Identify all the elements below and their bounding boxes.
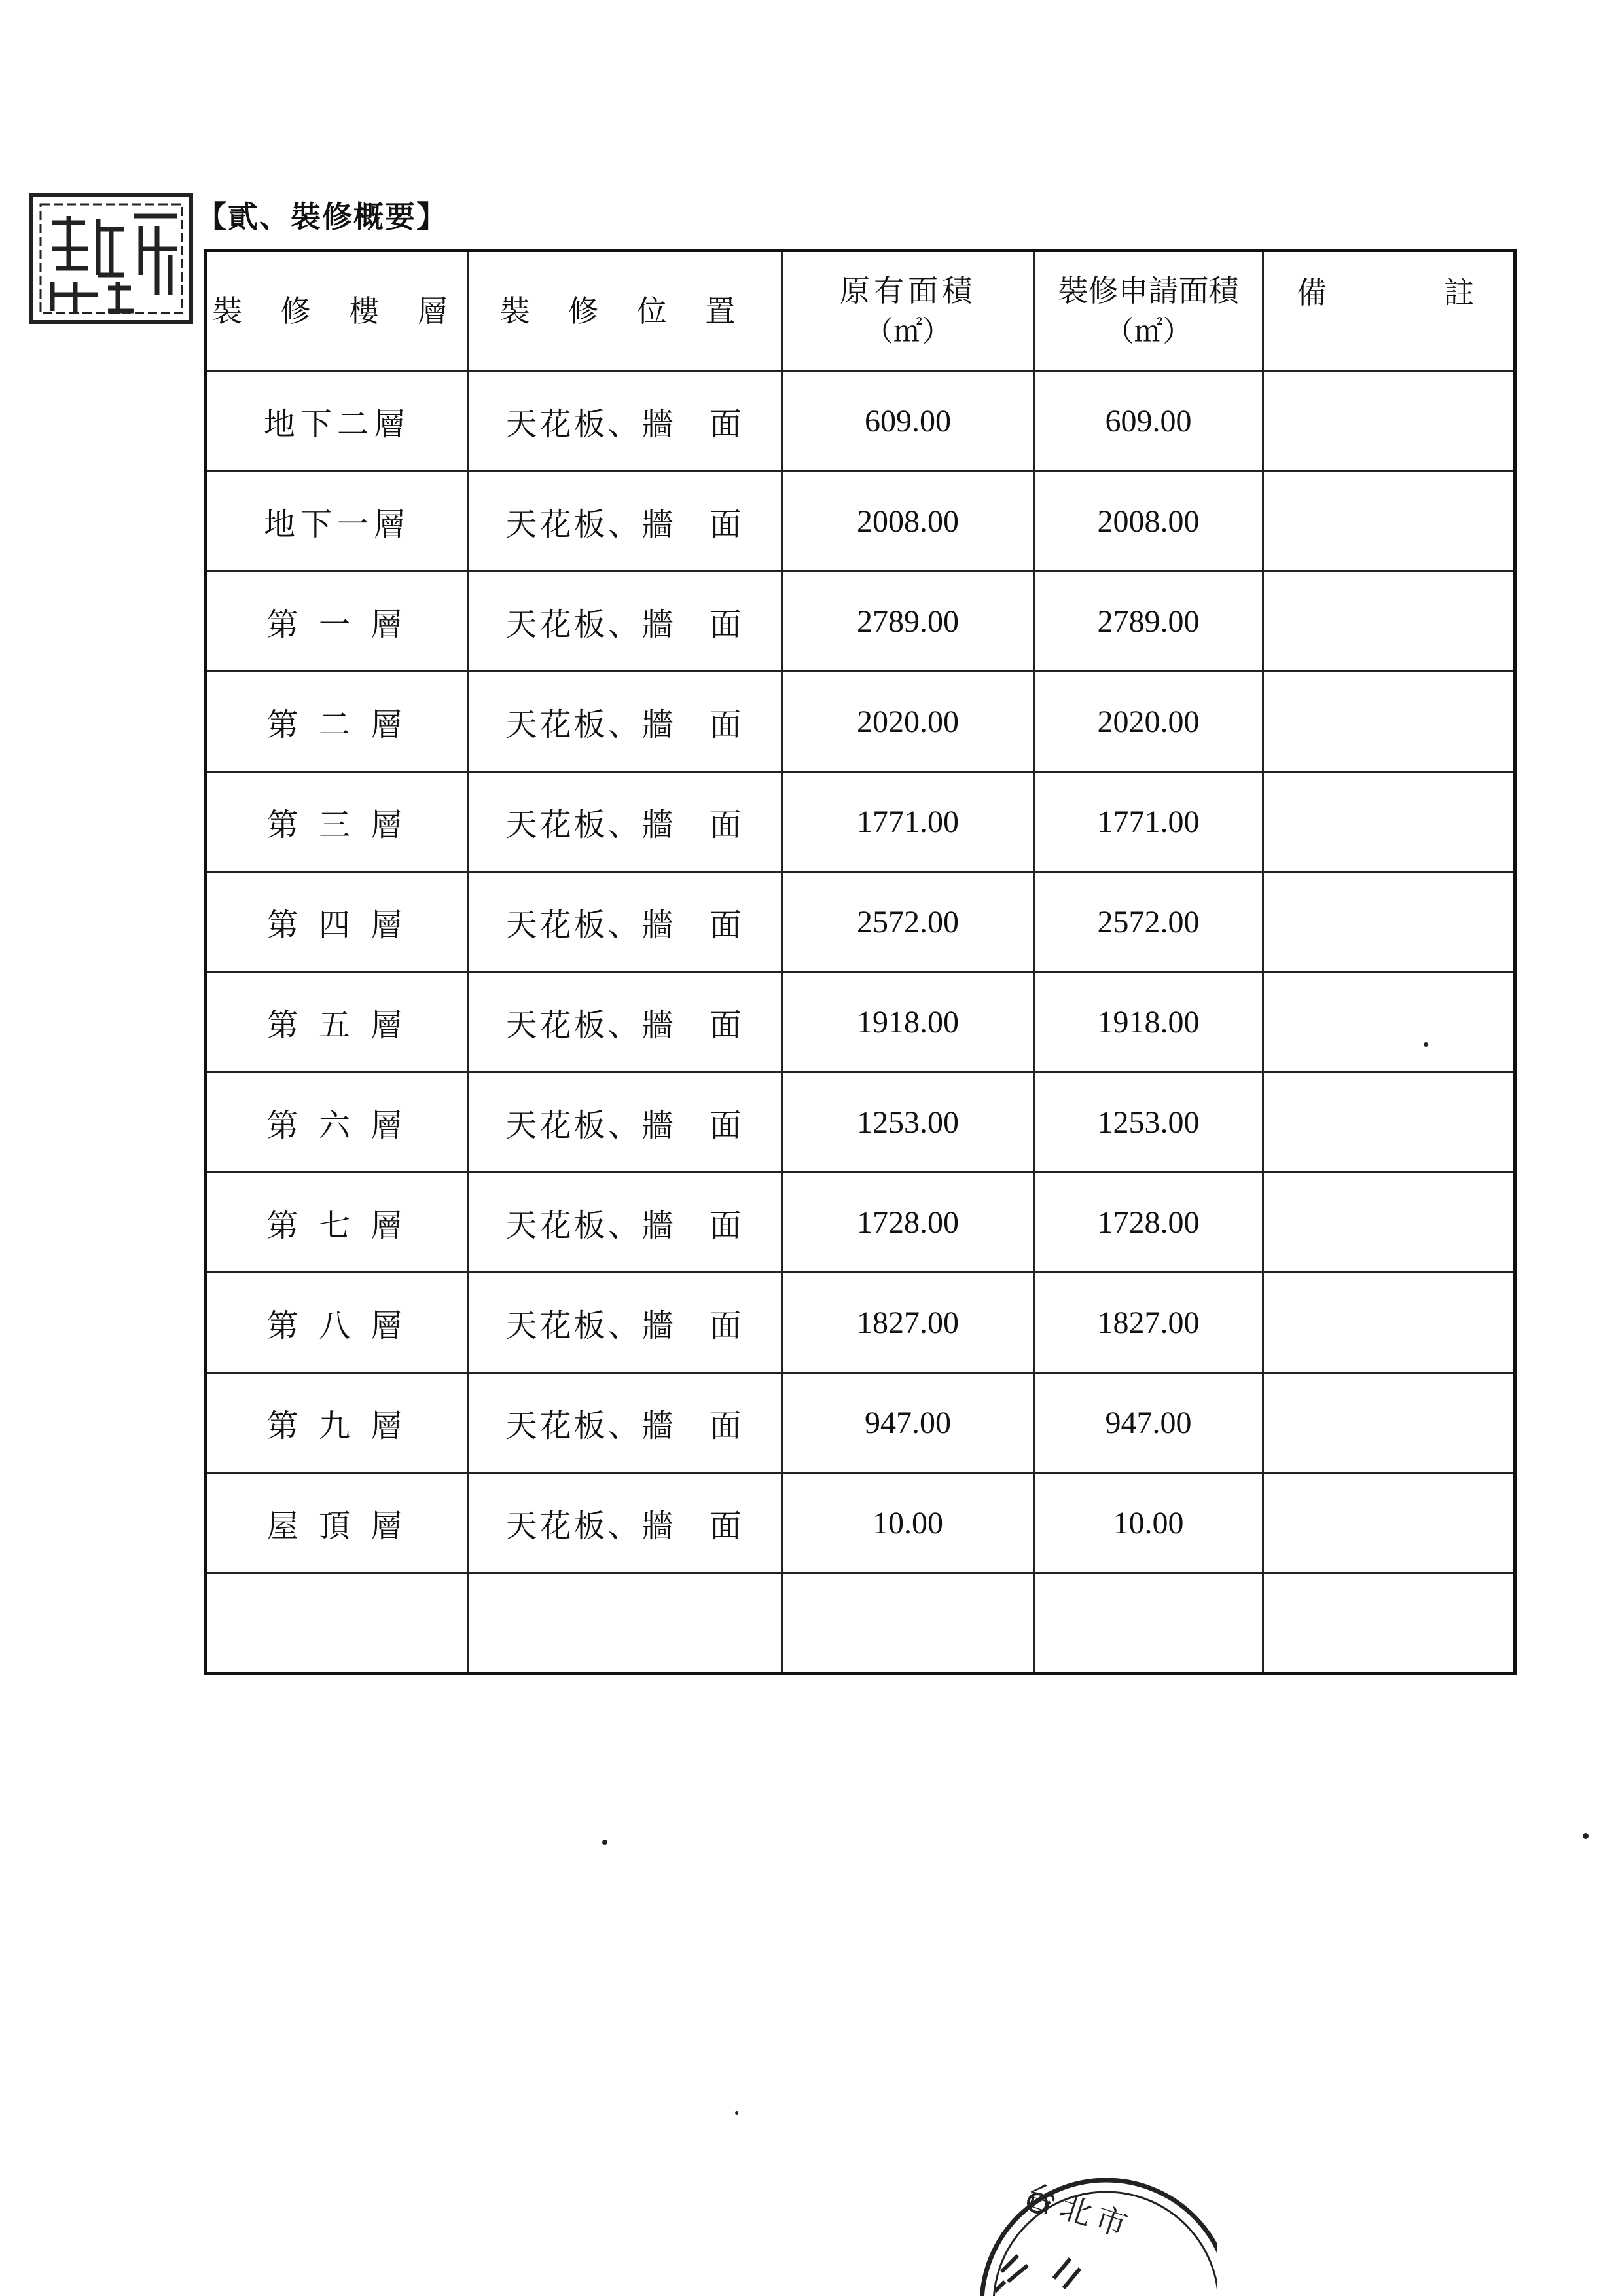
requested-area-cell: 609.00 bbox=[1034, 371, 1263, 471]
position-cell: 天花板、牆 面 bbox=[468, 672, 782, 772]
table-header-row bbox=[206, 251, 1515, 371]
scan-speck bbox=[602, 1840, 607, 1845]
scan-speck bbox=[1583, 1833, 1589, 1839]
position-cell: 天花板、牆 面 bbox=[468, 772, 782, 872]
table-row bbox=[206, 471, 1515, 572]
floor-cell: 第 五 層 bbox=[206, 972, 468, 1072]
position-cell: 天花板、牆 面 bbox=[468, 471, 782, 572]
note-cell bbox=[1263, 972, 1515, 1072]
original-area-cell: 1771.00 bbox=[782, 772, 1034, 872]
original-area-cell: 2008.00 bbox=[782, 471, 1034, 572]
scan-speck bbox=[1424, 1042, 1428, 1047]
position-cell bbox=[468, 1573, 782, 1674]
requested-area-cell: 2020.00 bbox=[1034, 672, 1263, 772]
original-area-cell: 1728.00 bbox=[782, 1173, 1034, 1273]
note-cell bbox=[1263, 1573, 1515, 1674]
position-cell: 天花板、牆 面 bbox=[468, 1173, 782, 1273]
table-row bbox=[206, 1373, 1515, 1473]
requested-area-cell: 1728.00 bbox=[1034, 1173, 1263, 1273]
floor-cell: 第 九 層 bbox=[206, 1373, 468, 1473]
header-position bbox=[468, 251, 782, 371]
position-cell: 天花板、牆 面 bbox=[468, 872, 782, 972]
floor-cell: 第 四 層 bbox=[206, 872, 468, 972]
table-row bbox=[206, 772, 1515, 872]
original-area-cell: 1918.00 bbox=[782, 972, 1034, 1072]
table-body bbox=[206, 371, 1515, 1674]
floor-cell: 第 六 層 bbox=[206, 1072, 468, 1173]
original-area-cell: 10.00 bbox=[782, 1473, 1034, 1573]
position-cell: 天花板、牆 面 bbox=[468, 572, 782, 672]
note-cell bbox=[1263, 1072, 1515, 1173]
header-original-area bbox=[782, 251, 1034, 371]
floor-cell: 第 二 層 bbox=[206, 672, 468, 772]
note-cell bbox=[1263, 772, 1515, 872]
requested-area-cell: 10.00 bbox=[1034, 1473, 1263, 1573]
original-area-cell: 2572.00 bbox=[782, 872, 1034, 972]
table-row bbox=[206, 1273, 1515, 1373]
note-cell bbox=[1263, 1273, 1515, 1373]
floor-cell bbox=[206, 1573, 468, 1674]
header-requested-area bbox=[1034, 251, 1263, 371]
note-cell bbox=[1263, 572, 1515, 672]
original-area-cell: 609.00 bbox=[782, 371, 1034, 471]
original-area-cell: 1827.00 bbox=[782, 1273, 1034, 1373]
header-requested-area-unit: （㎡） bbox=[1105, 315, 1192, 349]
table-row bbox=[206, 371, 1515, 471]
position-cell: 天花板、牆 面 bbox=[468, 972, 782, 1072]
floor-cell: 地下一層 bbox=[206, 471, 468, 572]
requested-area-cell: 2789.00 bbox=[1034, 572, 1263, 672]
floor-cell: 第 八 層 bbox=[206, 1273, 468, 1373]
requested-area-cell: 2008.00 bbox=[1034, 471, 1263, 572]
header-note bbox=[1263, 251, 1515, 371]
floor-cell: 第 三 層 bbox=[206, 772, 468, 872]
seal-stamp-icon bbox=[26, 190, 196, 327]
requested-area-cell: 2572.00 bbox=[1034, 872, 1263, 972]
note-cell bbox=[1263, 471, 1515, 572]
header-floor bbox=[206, 251, 468, 371]
table-row bbox=[206, 1173, 1515, 1273]
position-cell: 天花板、牆 面 bbox=[468, 1072, 782, 1173]
original-area-cell: 2020.00 bbox=[782, 672, 1034, 772]
table-row bbox=[206, 672, 1515, 772]
note-cell bbox=[1263, 1173, 1515, 1273]
header-position-label: 裝 修 位 置 bbox=[499, 293, 750, 329]
header-original-area-label: 原有面積 bbox=[840, 273, 976, 308]
position-cell: 天花板、牆 面 bbox=[468, 1373, 782, 1473]
floor-cell: 屋 頂 層 bbox=[206, 1473, 468, 1573]
table-row bbox=[206, 572, 1515, 672]
position-cell: 天花板、牆 面 bbox=[468, 1473, 782, 1573]
note-cell bbox=[1263, 1373, 1515, 1473]
original-area-cell: 2789.00 bbox=[782, 572, 1034, 672]
note-cell bbox=[1263, 371, 1515, 471]
requested-area-cell bbox=[1034, 1573, 1263, 1674]
position-cell: 天花板、牆 面 bbox=[468, 1273, 782, 1373]
header-original-area-unit: （㎡） bbox=[865, 315, 951, 349]
renovation-summary-table bbox=[204, 249, 1517, 1675]
original-area-cell bbox=[782, 1573, 1034, 1674]
requested-area-cell: 1253.00 bbox=[1034, 1072, 1263, 1173]
note-cell bbox=[1263, 872, 1515, 972]
original-area-cell: 1253.00 bbox=[782, 1072, 1034, 1173]
header-floor-label: 裝 修 樓 層 bbox=[212, 293, 462, 329]
header-note-right: 註 bbox=[1444, 275, 1474, 310]
note-cell bbox=[1263, 672, 1515, 772]
floor-cell: 第 七 層 bbox=[206, 1173, 468, 1273]
stamp-text: 台北市 bbox=[1020, 2177, 1137, 2246]
table-row bbox=[206, 972, 1515, 1072]
table-row bbox=[206, 1072, 1515, 1173]
position-cell: 天花板、牆 面 bbox=[468, 371, 782, 471]
requested-area-cell: 947.00 bbox=[1034, 1373, 1263, 1473]
table-row bbox=[206, 1473, 1515, 1573]
requested-area-cell: 1771.00 bbox=[1034, 772, 1263, 872]
header-requested-area-label: 裝修申請面積 bbox=[1058, 273, 1239, 308]
floor-cell: 地下二層 bbox=[206, 371, 468, 471]
requested-area-cell: 1918.00 bbox=[1034, 972, 1263, 1072]
table-row bbox=[206, 872, 1515, 972]
floor-cell: 第 一 層 bbox=[206, 572, 468, 672]
header-note-left: 備 bbox=[1297, 275, 1327, 310]
scan-speck bbox=[735, 2111, 738, 2115]
section-title: 【貳、裝修概要】 bbox=[196, 199, 448, 234]
note-cell bbox=[1263, 1473, 1515, 1573]
requested-area-cell: 1827.00 bbox=[1034, 1273, 1263, 1373]
original-area-cell: 947.00 bbox=[782, 1373, 1034, 1473]
table-row bbox=[206, 1573, 1515, 1674]
